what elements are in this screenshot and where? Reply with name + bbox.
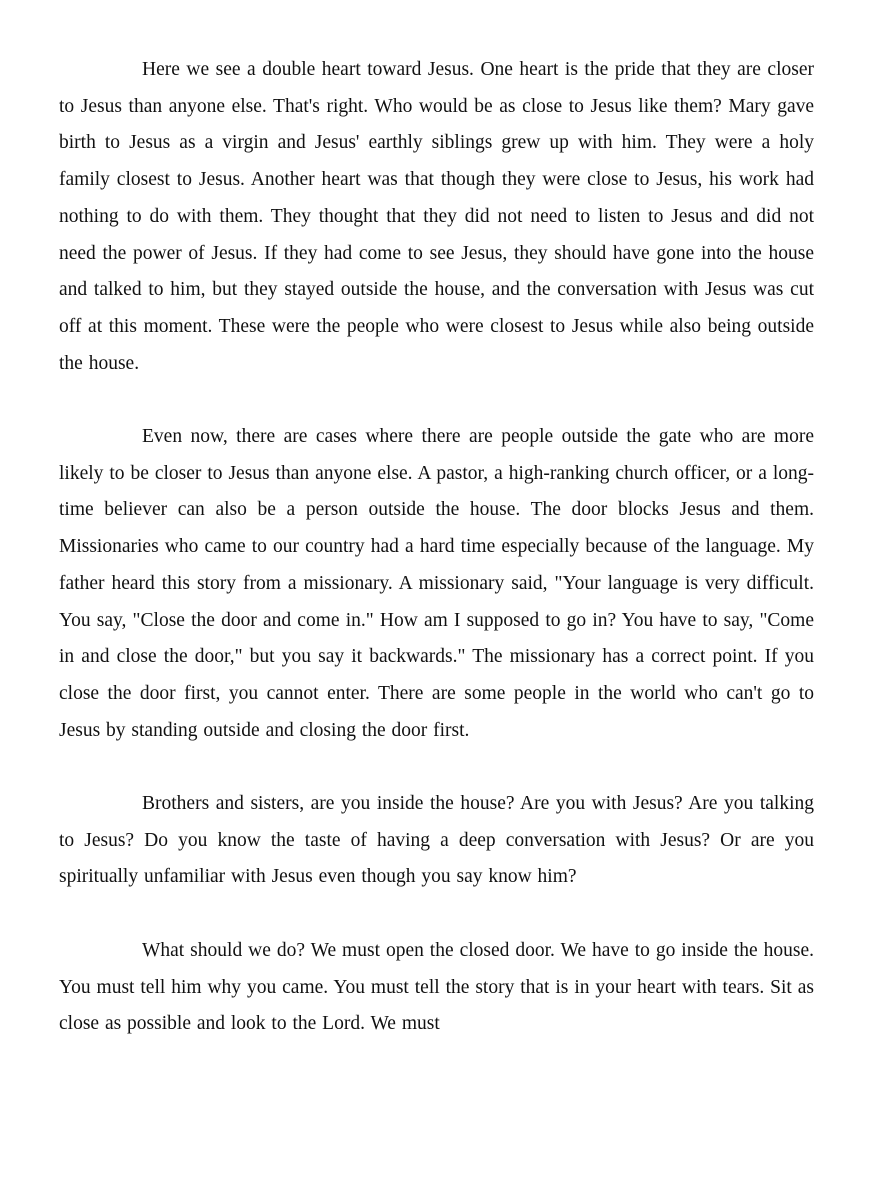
paragraph-3: Brothers and sisters, are you inside the house? Are you with Jesus? Are you talking to Jesus? Do you know the taste of having a deep conversation with Jesus? Or are you spiritually unfamiliar with Jesus even though you say know him? bbox=[59, 793, 814, 888]
paragraph-1: Here we see a double heart toward Jesus. One heart is the pride that they are closer to Jesus than anyone else. That's right. Who would be as close to Jesus like them? Mary gave birth to Jesus as a virgin and Jesus' earthly siblings grew up with him. They were a holy family closest to Jesus. Another heart was that though they were close to Jesus, his work had nothing to do with them. They thought that they did not need to listen to Jesus and did not need the power of Jesus. If they had come to see Jesus, they should have gone into the house and talked to him, but they stayed outside the house, and the conversation with Jesus was cut off at this moment. These were the people who were closest to Jesus while also being outside the house. bbox=[59, 59, 814, 374]
document-page bbox=[59, 52, 814, 1043]
paragraph-2: Even now, there are cases where there are people outside the gate who are more likely to be closer to Jesus than anyone else. A pastor, a high-ranking church officer, or a long-time believer can also be a person outside the house. The door blocks Jesus and them. Missionaries who came to our country had a hard time especially because of the language. My father heard this story from a missionary. A missionary said, "Your language is very difficult. You say, "Close the door and come in." How am I supposed to go in? You have to say, "Come in and close the door," but you say it backwards." The missionary has a correct point. If you close the door first, you cannot enter. There are some people in the world who can't go to Jesus by standing outside and closing the door first. bbox=[59, 426, 814, 741]
paragraph-4: What should we do? We must open the closed door. We have to go inside the house. You must tell him why you came. You must tell the story that is in your heart with tears. Sit as close as possible and look to the Lord. We must bbox=[59, 939, 814, 1035]
